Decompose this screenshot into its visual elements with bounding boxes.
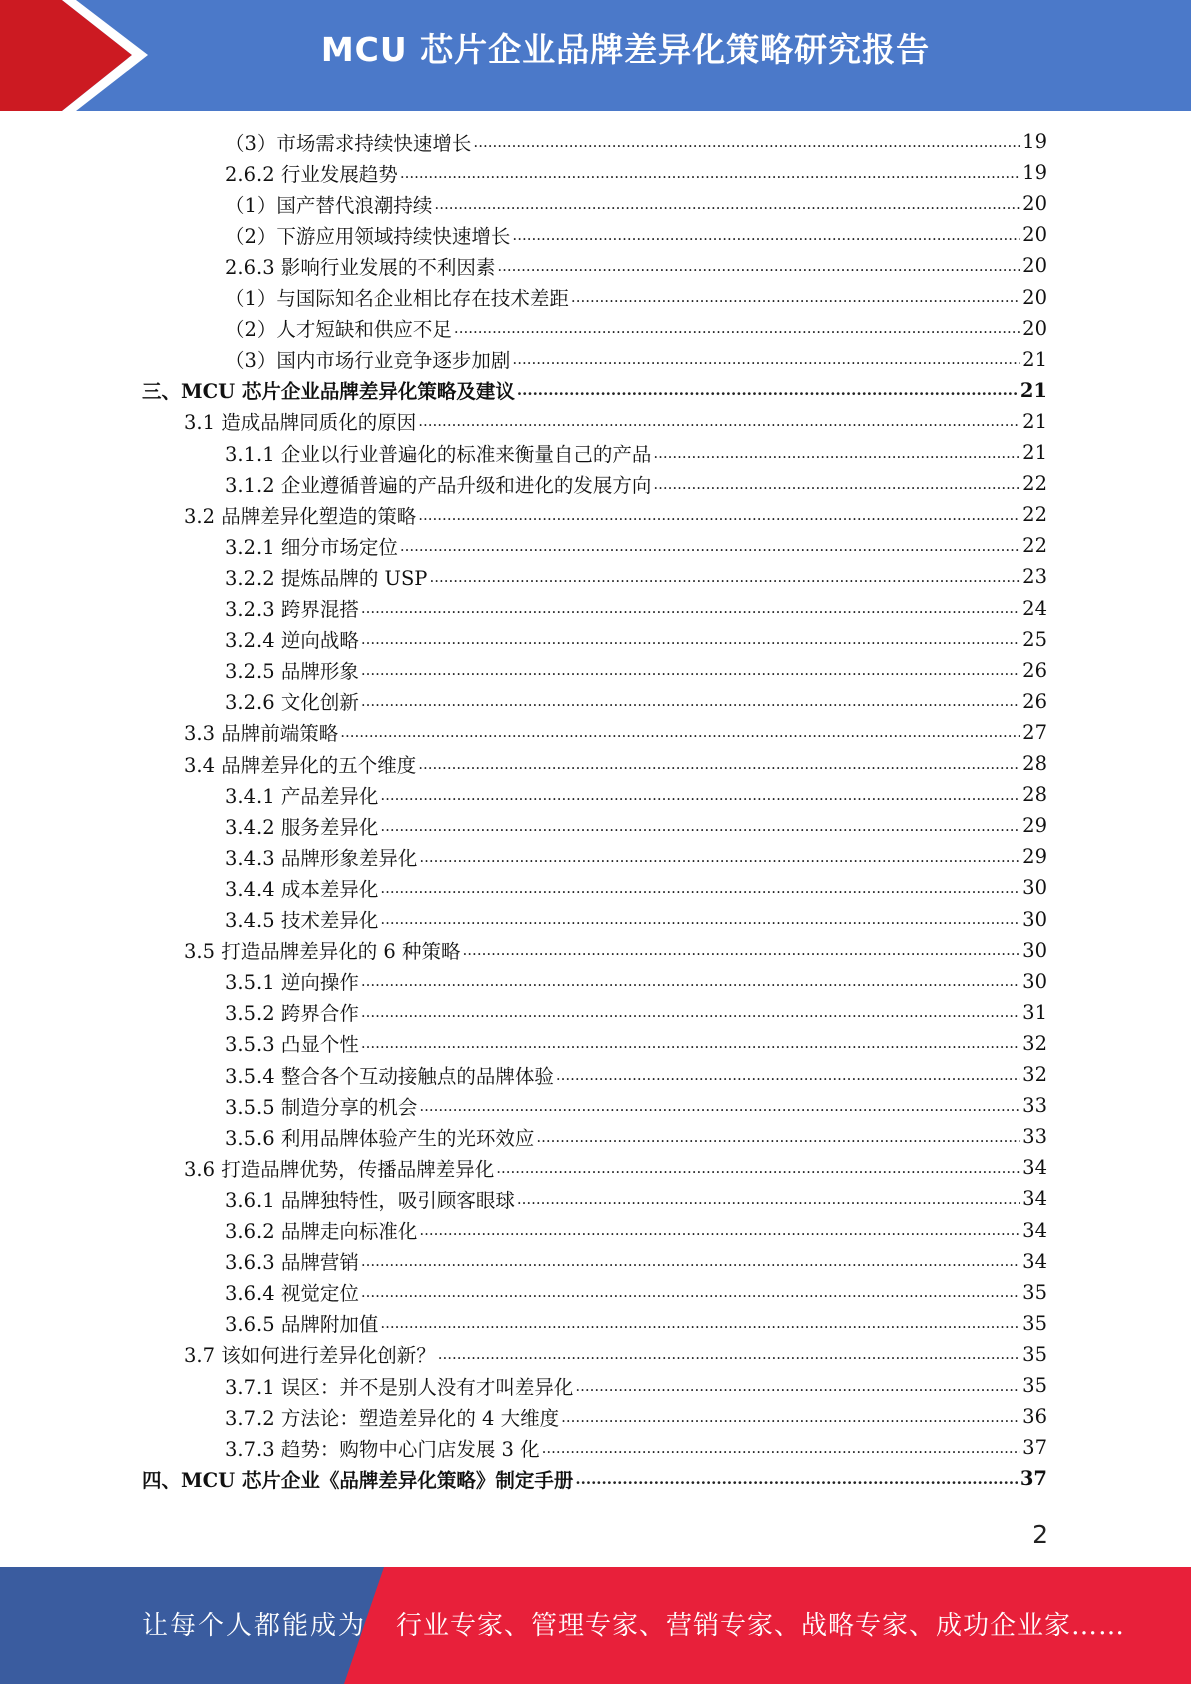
toc-entry[interactable]: [225, 872, 1047, 903]
toc-entry-label: 2.6.2 行业发展趋势: [225, 162, 398, 186]
toc-entry-label: 3.6.1 品牌独特性，吸引顾客眼球: [225, 1188, 515, 1212]
toc-dot-leader: [512, 219, 1020, 250]
toc-dot-leader: [517, 1183, 1020, 1214]
toc-entry[interactable]: [184, 1339, 1047, 1370]
toc-entry-page: 35: [1022, 1280, 1047, 1304]
toc-dot-leader: [542, 1432, 1021, 1463]
toc-entry-label: 3.5.3 凸显个性: [225, 1033, 359, 1057]
toc-entry-label: 3.5.2 跨界合作: [225, 1002, 359, 1026]
toc-entry-page: 26: [1022, 689, 1047, 713]
toc-entry[interactable]: [225, 282, 1047, 313]
report-footer: [0, 1567, 1191, 1684]
toc-entry[interactable]: [184, 499, 1047, 530]
toc-entry-label: 3.6.4 视觉定位: [225, 1282, 359, 1306]
toc-entry-page: 29: [1022, 845, 1047, 869]
toc-entry-label: 3.5.6 利用品牌体验产生的光环效应: [225, 1126, 535, 1150]
toc-dot-leader: [575, 1463, 1017, 1494]
toc-dot-leader: [380, 1308, 1020, 1339]
toc-entry-page: 33: [1022, 1094, 1047, 1118]
toc-entry[interactable]: [225, 344, 1047, 375]
toc-entry-page: 30: [1022, 876, 1047, 900]
toc-entry[interactable]: [225, 1401, 1047, 1432]
toc-entry[interactable]: [225, 561, 1047, 592]
toc-entry-page: 22: [1022, 503, 1047, 527]
toc-entry-label: 3.2 品牌差异化塑造的策略: [184, 504, 417, 528]
toc-dot-leader: [556, 1059, 1020, 1090]
toc-entry[interactable]: [225, 188, 1047, 219]
toc-entry-label: 2.6.3 影响行业发展的不利因素: [225, 255, 496, 279]
toc-entry-label: 3.2.3 跨界混搭: [225, 598, 359, 621]
toc-entry-label: 3.3 品牌前端策略: [184, 722, 339, 746]
toc-entry-page: 36: [1022, 1405, 1047, 1429]
toc-dot-leader: [400, 530, 1020, 561]
toc-entry-label: 3.4.1 产品差异化: [225, 784, 379, 808]
toc-dot-leader: [361, 1028, 1020, 1059]
toc-entry-label: 3.6.3 品牌营销: [225, 1251, 359, 1275]
toc-entry-page: 30: [1022, 907, 1047, 931]
toc-entry-page: 31: [1022, 1000, 1047, 1024]
toc-entry-label: 3.5.5 制造分享的机会: [225, 1095, 418, 1119]
toc-entry-page: 34: [1022, 1187, 1047, 1211]
toc-entry-label: 3.6 打造品牌优势，传播品牌差异化: [184, 1157, 495, 1181]
toc-dot-leader: [536, 1121, 1020, 1152]
toc-entry-label: （1）国产替代浪潮持续: [225, 193, 433, 217]
toc-dot-leader: [575, 1370, 1020, 1401]
toc-entry-page: 35: [1022, 1311, 1047, 1335]
toc-entry-label: 3.7.1 误区：并不是别人没有才叫差异化: [225, 1375, 574, 1399]
toc-entry-label: 3.4.4 成本差异化: [225, 877, 379, 901]
toc-entry-page: 28: [1022, 783, 1047, 807]
toc-dot-leader: [418, 748, 1020, 779]
footer-slogan-right: 行业专家、管理专家、营销专家、战略专家、成功企业家……: [396, 1611, 1126, 1641]
toc-entry-page: 32: [1022, 1031, 1047, 1055]
toc-entry-label: 三、MCU 芯片企业品牌差异化策略及建议: [142, 380, 515, 404]
toc-entry-label: 四、MCU 芯片企业《品牌差异化策略》制定手册: [142, 1468, 574, 1492]
toc-entry-page: 29: [1022, 814, 1047, 838]
toc-entry[interactable]: [225, 1121, 1047, 1152]
toc-entry[interactable]: [225, 779, 1047, 810]
toc-dot-leader: [380, 810, 1020, 841]
toc-entry-label: 3.7 该如何进行差异化创新？: [184, 1344, 436, 1368]
toc-dot-leader: [361, 966, 1020, 997]
toc-dot-leader: [463, 935, 1021, 966]
toc-dot-leader: [571, 282, 1020, 313]
toc-entry-page: 23: [1022, 565, 1047, 589]
toc-entry-page: 21: [1022, 441, 1047, 464]
toc-entry-label: 3.1.1 企业以行业普遍化的标准来衡量自己的产品: [225, 442, 652, 466]
toc-dot-leader: [418, 406, 1020, 437]
toc-entry-page: 35: [1022, 1374, 1047, 1397]
toc-entry[interactable]: [142, 375, 1047, 406]
toc-entry[interactable]: [225, 157, 1047, 188]
toc-entry-page: 22: [1022, 534, 1047, 558]
toc-entry[interactable]: [225, 530, 1047, 561]
toc-entry-label: 3.4.2 服务差异化: [225, 815, 379, 839]
toc-entry-page: 20: [1022, 316, 1047, 340]
toc-entry[interactable]: [225, 313, 1047, 344]
toc-entry-label: 3.2.5 品牌形象: [225, 660, 359, 684]
toc-dot-leader: [496, 1152, 1020, 1183]
toc-entry-label: （3）国内市场行业竞争逐步加剧: [225, 349, 511, 373]
toc-dot-leader: [380, 904, 1020, 935]
toc-entry[interactable]: [142, 1463, 1047, 1494]
toc-dot-leader: [473, 126, 1020, 157]
toc-entry-page: 21: [1019, 378, 1047, 402]
toc-entry[interactable]: [225, 126, 1047, 157]
toc-entry-page: 25: [1022, 627, 1047, 651]
toc-entry-label: 3.5.1 逆向操作: [225, 971, 359, 995]
toc-entry-page: 27: [1022, 720, 1047, 744]
toc-dot-leader: [361, 1277, 1020, 1308]
toc-entry-page: 20: [1022, 254, 1047, 278]
toc-entry-page: 20: [1022, 285, 1047, 309]
toc-entry-page: 20: [1022, 192, 1047, 216]
toc-entry[interactable]: [225, 966, 1047, 997]
toc-entry-label: （2）下游应用领域持续快速增长: [225, 224, 511, 248]
toc-entry[interactable]: [225, 686, 1047, 717]
toc-entry[interactable]: [225, 997, 1047, 1028]
toc-entry-label: 3.2.4 逆向战略: [225, 629, 359, 653]
toc-entry[interactable]: [225, 810, 1047, 841]
toc-dot-leader: [653, 437, 1020, 468]
toc-entry[interactable]: [225, 1277, 1047, 1308]
toc-entry-page: 37: [1019, 1467, 1047, 1491]
toc-entry-label: 3.4 品牌差异化的五个维度: [184, 753, 417, 777]
toc-entry[interactable]: [225, 904, 1047, 935]
toc-dot-leader: [361, 624, 1020, 655]
toc-dot-leader: [361, 655, 1020, 686]
report-title: MCU 芯片企业品牌差异化策略研究报告: [320, 30, 931, 69]
toc-entry-label: 3.7.3 趋势：购物中心门店发展 3 化: [225, 1437, 540, 1461]
toc-entry-label: 3.6.2 品牌走向标准化: [225, 1220, 418, 1243]
toc-entry-label: （3）市场需求持续快速增长: [225, 131, 472, 155]
toc-dot-leader: [438, 1339, 1020, 1370]
toc-dot-leader: [419, 1215, 1020, 1246]
toc-dot-leader: [361, 1246, 1020, 1277]
toc-entry[interactable]: [225, 841, 1047, 872]
toc-entry-label: 3.4.5 技术差异化: [225, 909, 379, 932]
toc-entry[interactable]: [184, 1152, 1047, 1183]
toc-entry[interactable]: [225, 437, 1047, 468]
toc-entry-page: 21: [1022, 409, 1047, 433]
toc-dot-leader: [454, 313, 1020, 344]
toc-entry[interactable]: [225, 1028, 1047, 1059]
toc-entry-label: 3.7.2 方法论：塑造差异化的 4 大维度: [225, 1406, 560, 1430]
toc-entry-page: 22: [1022, 472, 1047, 496]
report-header: [0, 0, 1191, 111]
toc-entry-page: 32: [1022, 1063, 1047, 1086]
toc-entry[interactable]: [225, 1059, 1047, 1090]
toc-entry[interactable]: [225, 250, 1047, 281]
toc-entry-label: 3.1.2 企业遵循普遍的产品升级和进化的发展方向: [225, 473, 652, 497]
toc-entry[interactable]: [225, 1215, 1047, 1246]
toc-dot-leader: [418, 499, 1020, 530]
toc-dot-leader: [400, 157, 1020, 188]
toc-entry-label: 3.1 造成品牌同质化的原因: [184, 411, 417, 435]
toc-entry-page: 34: [1022, 1249, 1047, 1273]
toc-dot-leader: [429, 561, 1020, 592]
toc-entry-label: 3.2.6 文化创新: [225, 691, 359, 715]
toc-entry-page: 19: [1022, 161, 1047, 185]
toc-entry[interactable]: [225, 1432, 1047, 1463]
toc-dot-leader: [512, 344, 1020, 375]
toc-dot-leader: [653, 468, 1020, 499]
toc-dot-leader: [497, 250, 1020, 281]
toc-entry[interactable]: [225, 219, 1047, 250]
toc-entry-page: 24: [1022, 596, 1047, 620]
toc-entry-label: （1）与国际知名企业相比存在技术差距: [225, 287, 569, 310]
toc-dot-leader: [561, 1401, 1020, 1432]
toc-dot-leader: [419, 841, 1020, 872]
toc-dot-leader: [361, 997, 1020, 1028]
toc-entry-label: 3.4.3 品牌形象差异化: [225, 846, 418, 870]
toc-dot-leader: [380, 872, 1020, 903]
toc-entry[interactable]: [225, 1246, 1047, 1277]
toc-entry-page: 21: [1022, 347, 1047, 371]
toc-dot-leader: [419, 1090, 1020, 1121]
toc-entry-page: 30: [1022, 969, 1047, 993]
toc-entry-page: 37: [1022, 1436, 1047, 1460]
toc-entry-label: 3.2.2 提炼品牌的 USP: [225, 566, 428, 590]
toc-entry-page: 20: [1022, 223, 1047, 247]
toc-entry[interactable]: [225, 1183, 1047, 1214]
toc-entry[interactable]: [225, 468, 1047, 499]
footer-slogan-left: 让每个人都能成为: [142, 1611, 367, 1641]
toc-entry[interactable]: [225, 624, 1047, 655]
toc-entry[interactable]: [184, 406, 1047, 437]
toc-entry-page: 19: [1022, 130, 1047, 153]
toc-entry-page: 34: [1022, 1156, 1047, 1180]
toc-entry[interactable]: [225, 1370, 1047, 1401]
toc-entry-page: 34: [1022, 1218, 1047, 1242]
toc-dot-leader: [361, 593, 1020, 624]
page-number: 2: [1032, 1520, 1048, 1549]
toc-dot-leader: [517, 375, 1018, 406]
toc-entry-label: 3.6.5 品牌附加值: [225, 1313, 379, 1337]
toc-entry-page: 33: [1022, 1125, 1047, 1149]
toc-entry[interactable]: [225, 655, 1047, 686]
toc-entry[interactable]: [225, 1090, 1047, 1121]
toc-entry-label: 3.5.4 整合各个互动接触点的品牌体验: [225, 1064, 554, 1088]
toc-entry[interactable]: [225, 593, 1047, 624]
toc-entry-label: 3.2.1 细分市场定位: [225, 535, 398, 559]
toc-entry[interactable]: [184, 748, 1047, 779]
toc-dot-leader: [434, 188, 1020, 219]
toc-entry-page: 30: [1022, 938, 1047, 962]
toc-entry[interactable]: [184, 935, 1047, 966]
toc-entry[interactable]: [225, 1308, 1047, 1339]
toc-entry-page: 35: [1022, 1342, 1047, 1366]
toc-entry-label: 3.5 打造品牌差异化的 6 种策略: [184, 940, 461, 964]
toc-dot-leader: [340, 717, 1020, 748]
toc-dot-leader: [380, 779, 1020, 810]
toc-dot-leader: [361, 686, 1020, 717]
toc-entry-label: （2）人才短缺和供应不足: [225, 318, 452, 342]
toc-entry-page: 28: [1022, 752, 1047, 775]
toc-entry[interactable]: [184, 717, 1047, 748]
toc-entry-page: 26: [1022, 658, 1047, 682]
